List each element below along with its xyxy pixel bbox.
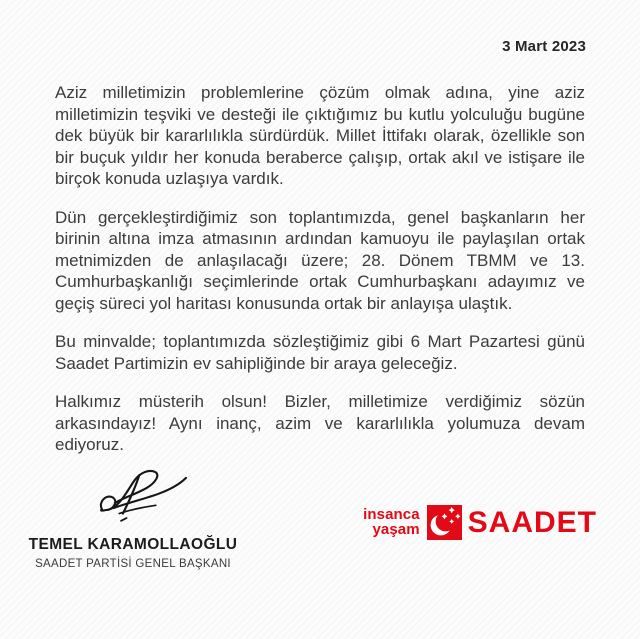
signature-block — [28, 466, 238, 570]
signatory-title: SAADET PARTİSİ GENEL BAŞKANI — [35, 558, 231, 570]
statement-body — [55, 82, 585, 473]
logo-tagline — [363, 508, 420, 537]
paragraph-2: Dün gerçekleştirdiğimiz son toplantımızda, genel başkanların her birinin altına imza atmasının ardından kamuoyu ile paylaşılan ortak metnimizden de anlaşılacağı üzere; 28. Dönem TBMM ve 13. Cumhurbaşkanlığı seçimlerinde ortak Cumhurbaşkanı adayımız ve geçiş süreci yol haritası konusunda ortak bir anlayışa ulaştık. — [55, 207, 585, 313]
signatory-name: TEMEL KARAMOLLAOĞLU — [28, 536, 238, 553]
signature-image — [84, 466, 202, 530]
crescent-star-icon — [427, 505, 462, 540]
logo-wordmark: SAADET — [467, 505, 597, 539]
paragraph-1: Aziz milletimizin problemlerine çözüm olmak adına, yine aziz milletimizin teşviki ve desteği ile çıktığımız bu kutlu yolculuğu bugüne dek büyük bir kararlılıkla sürdürdük. Millet İttifakı olarak, özellikle son bir buçuk yıldır her konuda beraberce çalışıp, ortak akıl ve istişare ile birçok konuda uzlaşıya vardık. — [55, 83, 585, 188]
party-logo — [363, 505, 597, 540]
logo-tagline-line2: yaşam — [372, 520, 420, 538]
date-label: 3 Mart 2023 — [502, 38, 586, 55]
paragraph-4: Halkımız müsterih olsun! Bizler, milletimize verdiğimiz sözün arkasındayız! Aynı inanç, azim ve kararlılıkla yolumuza devam ediyoruz. — [55, 392, 585, 454]
paragraph-3: Bu minvalde; toplantımızda sözleştiğimiz gibi 6 Mart Pazartesi günü Saadet Partimizin ev sahipliğinde bir araya geleceğiz. — [55, 332, 585, 373]
logo-tagline-line1: insanca — [363, 506, 420, 523]
